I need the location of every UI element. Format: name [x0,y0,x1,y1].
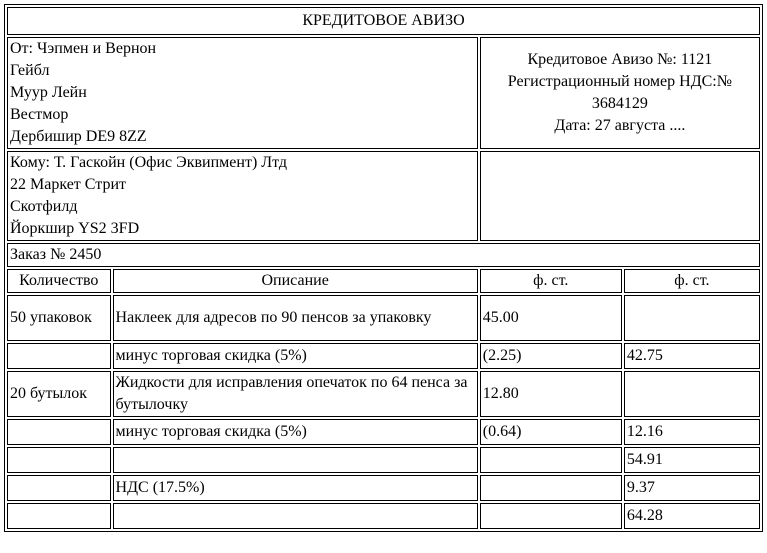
table-row [7,419,760,445]
cell-amount-2: 12.16 [624,419,760,445]
table-row [7,447,760,473]
sender-address [7,37,478,149]
cell-quantity [7,447,111,473]
cell-quantity: 20 бутылок [7,371,111,417]
credit-note-date: Дата: 27 августа .... [554,117,686,134]
recipient-line: 22 Маркет Стрит [10,176,126,193]
cell-amount-1: 12.80 [480,371,622,417]
cell-quantity [7,475,111,501]
empty-info-cell [480,151,760,241]
cell-quantity [7,419,111,445]
cell-description: минус торговая скидка (5%) [113,343,478,369]
sender-line: От: Чэпмен и Вернон [10,40,157,57]
table-row [7,343,760,369]
cell-subtotal: 54.91 [624,447,760,473]
cell-quantity [7,503,111,529]
cell-description: НДС (17.5%) [113,475,478,501]
table-row [7,295,760,341]
credit-note-number: Кредитовое Авизо №: 1121 [527,51,713,68]
order-number: Заказ № 2450 [7,243,760,267]
column-header-quantity: Количество [7,269,111,293]
cell-amount-1 [480,475,622,501]
cell-description [113,503,478,529]
cell-description: минус торговая скидка (5%) [113,419,478,445]
cell-amount-2: 42.75 [624,343,760,369]
cell-amount-1: (2.25) [480,343,622,369]
sender-line: Гейбл [10,62,50,79]
table-row [7,503,760,529]
cell-description [113,447,478,473]
cell-quantity: 50 упаковок [7,295,111,341]
column-header-description: Описание [113,269,478,293]
cell-amount-2 [624,371,760,417]
cell-quantity [7,343,111,369]
table-row [7,475,760,501]
credit-note-table [4,4,763,532]
credit-note-info [480,37,760,149]
cell-amount-1: (0.64) [480,419,622,445]
column-header-amount-2: ф. ст. [624,269,760,293]
cell-vat-amount: 9.37 [624,475,760,501]
cell-amount-1: 45.00 [480,295,622,341]
table-row [7,371,760,417]
sender-line: Вестмор [10,106,69,123]
vat-reg-label: Регистрационный номер НДС:№ [507,73,732,90]
cell-amount-1 [480,503,622,529]
cell-amount-1 [480,447,622,473]
sender-line: Дербишир DE9 8ZZ [10,128,147,145]
cell-total: 64.28 [624,503,760,529]
vat-reg-number: 3684129 [591,95,648,112]
sender-line: Муур Лейн [10,84,87,101]
recipient-line: Скотфилд [10,198,78,215]
cell-description: Жидкости для исправления опечаток по 64 пенса за бутылочку [113,371,478,417]
document-title: КРЕДИТОВОЕ АВИЗО [7,7,760,35]
recipient-address [7,151,478,241]
column-header-amount-1: ф. ст. [480,269,622,293]
cell-description: Наклеек для адресов по 90 пенсов за упаковку [113,295,478,341]
recipient-line: Кому: Т. Гаскойн (Офис Эквипмент) Лтд [10,154,288,171]
cell-amount-2 [624,295,760,341]
recipient-line: Йоркшир YS2 3FD [10,220,140,237]
